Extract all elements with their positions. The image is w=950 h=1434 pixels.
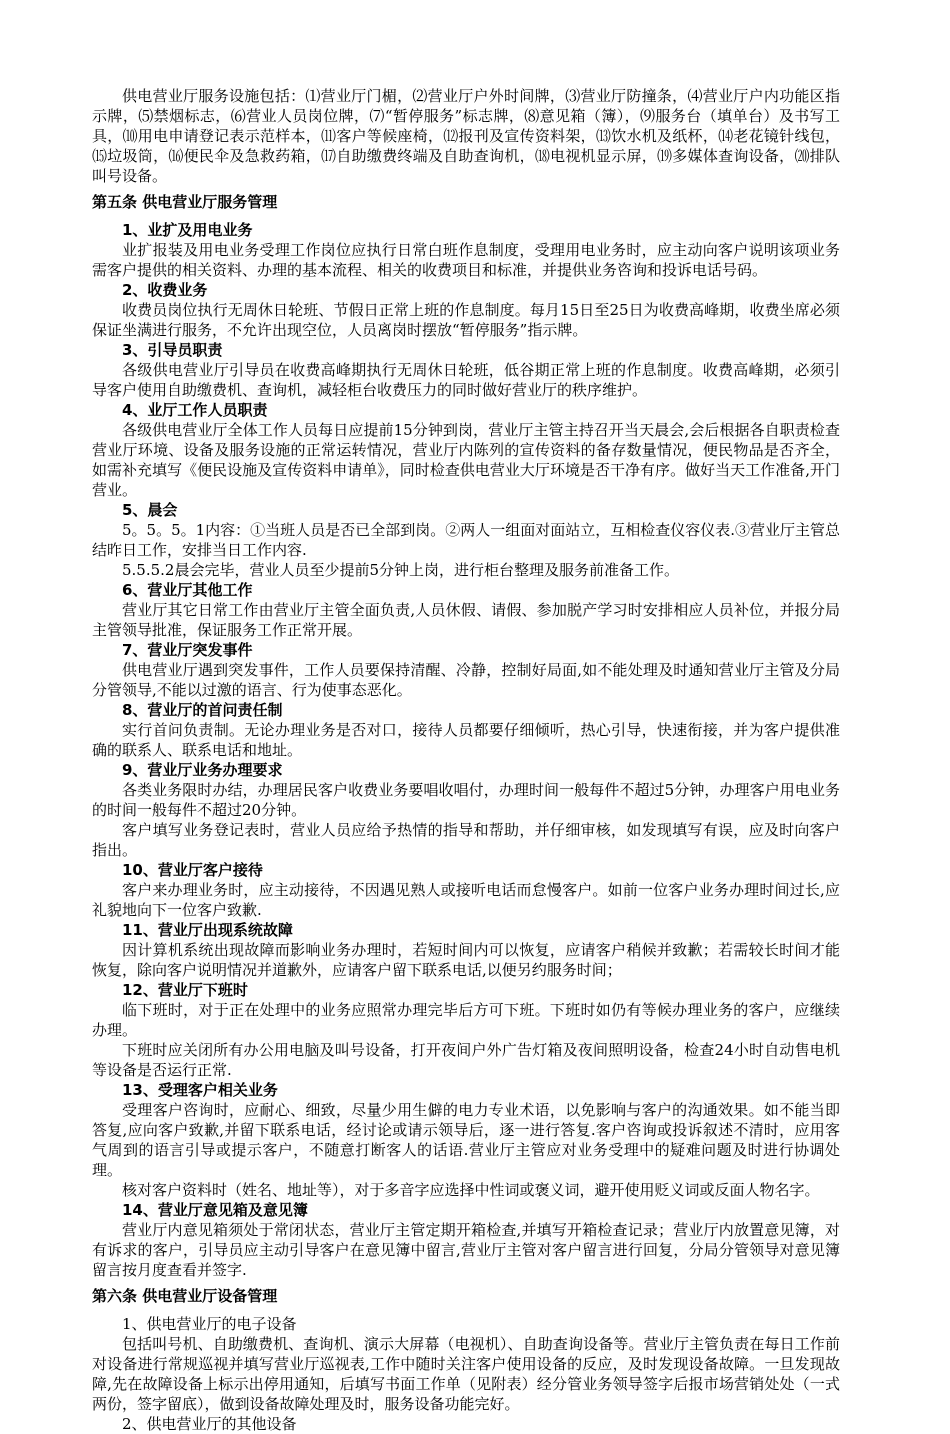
section-5-5-heading: 5、晨会 [122, 501, 178, 519]
section-5-4-paragraph: 各级供电营业厅全体工作人员每日应提前15分钟到岗，营业厅主管主持召开当天晨会,会后根据各自职责检查营业厅环境、设备及服务设施的正常运转情况，营业厅内陈列的宣传资料的备存数量情况，便民物品是否齐全，如需补充填写《便民设施及宣传资料申请单》，同时检查供电营业大厅环境是否干净有序。做好当天工作准备,开门营业。 [92, 421, 840, 499]
section-6-1-heading: 1、供电营业厅的电子设备 [122, 1315, 297, 1333]
section-6-1-paragraph: 包括叫号机、自助缴费机、查询机、演示大屏幕（电视机）、自助查询设备等。营业厅主管负责在每日工作前对设备进行常规巡视并填写营业厅巡视表,工作中随时关注客户使用设备的反应，及时发现设备故障。一旦发现故障,先在故障设备上标示出停用通知，后填写书面工作单（见附表）经分管业务领导签字后报市场营销处处（一式两份，签字留底），做到设备故障处理及时，服务设备功能完好。 [92, 1335, 840, 1413]
section-5-2-heading: 2、收费业务 [122, 281, 208, 299]
article-6-title: 第六条 供电营业厅设备管理 [92, 1287, 278, 1305]
section-5-14-paragraph: 营业厅内意见箱须处于常闭状态，营业厅主管定期开箱检查,并填写开箱检查记录；营业厅内放置意见簿，对有诉求的客户，引导员应主动引导客户在意见簿中留言,营业厅主管对客户留言进行回复，分局分管领导对意见簿留言按月度查看并签字. [92, 1221, 840, 1279]
section-5-5-paragraph-2: 5.5.5.2晨会完毕，营业人员至少提前5分钟上岗，进行柜台整理及服务前准备工作。 [122, 561, 680, 579]
section-5-1-paragraph: 业扩报装及用电业务受理工作岗位应执行日常白班作息制度，受理用电业务时，应主动向客户说明该项业务需客户提供的相关资料、办理的基本流程、相关的收费项目和标准，并提供业务咨询和投诉电话号码。 [92, 241, 840, 279]
section-5-10-paragraph: 客户来办理业务时，应主动接待，不因遇见熟人或接听电话而怠慢客户。如前一位客户业务办理时间过长,应礼貌地向下一位客户致歉. [92, 881, 840, 919]
section-5-12-paragraph-2: 下班时应关闭所有办公用电脑及叫号设备，打开夜间户外广告灯箱及夜间照明设备，检查24小时自动售电机等设备是否运行正常. [92, 1041, 840, 1079]
section-5-5-paragraph-1: 5。5。5。1内容：①当班人员是否已全部到岗。②两人一组面对面站立，互相检查仪容仪表.③营业厅主管总结昨日工作，安排当日工作内容. [92, 521, 840, 559]
section-5-9-paragraph-2: 客户填写业务登记表时，营业人员应给予热情的指导和帮助，并仔细审核，如发现填写有误，应及时向客户指出。 [92, 821, 840, 859]
section-5-12-paragraph-1: 临下班时，对于正在处理中的业务应照常办理完毕后方可下班。下班时如仍有等候办理业务的客户，应继续办理。 [92, 1001, 840, 1039]
section-5-3-paragraph: 各级供电营业厅引导员在收费高峰期执行无周休日轮班，低谷期正常上班的作息制度。收费高峰期，必须引导客户使用自助缴费机、查询机，减轻柜台收费压力的同时做好营业厅的秩序维护。 [92, 361, 840, 399]
section-5-4-heading: 4、业厅工作人员职责 [122, 401, 268, 419]
section-5-8-heading: 8、营业厅的首问责任制 [122, 701, 283, 719]
section-5-6-paragraph: 营业厅其它日常工作由营业厅主管全面负责,人员休假、请假、参加脱产学习时安排相应人员补位，并报分局主管领导批准，保证服务工作正常开展。 [92, 601, 840, 639]
section-5-2-paragraph: 收费员岗位执行无周休日轮班、节假日正常上班的作息制度。每月15日至25日为收费高峰期，收费坐席必须保证坐满进行服务，不允许出现空位，人员离岗时摆放“暂停服务”指示牌。 [92, 301, 840, 339]
section-5-9-paragraph-1: 各类业务限时办结，办理居民客户收费业务要唱收唱付，办理时间一般每件不超过5分钟，办理客户用电业务的时间一般每件不超过20分钟。 [92, 781, 840, 819]
section-5-8-paragraph: 实行首问负责制。无论办理业务是否对口，接待人员都要仔细倾听，热心引导，快速衔接，并为客户提供准确的联系人、联系电话和地址。 [92, 721, 840, 759]
section-5-13-paragraph-1: 受理客户咨询时，应耐心、细致，尽量少用生僻的电力专业术语，以免影响与客户的沟通效果。如不能当即答复,应向客户致歉,并留下联系电话，经讨论或请示领导后，逐一进行答复.客户咨询或投诉叙述不清时，应用客气周到的语言引导或提示客户，不随意打断客人的话语.营业厅主管应对业务受理中的疑难问题及时进行协调处理。 [92, 1101, 840, 1179]
section-5-7-heading: 7、营业厅突发事件 [122, 641, 253, 659]
section-6-2-heading: 2、供电营业厅的其他设备 [122, 1415, 297, 1433]
section-5-13-heading: 13、受理客户相关业务 [122, 1081, 278, 1099]
intro-paragraph: 供电营业厅服务设施包括：⑴营业厅门楣，⑵营业厅户外时间牌，⑶营业厅防撞条，⑷营业厅户内功能区指示牌，⑸禁烟标志，⑹营业人员岗位牌，⑺“暂停服务”标志牌，⑻意见箱（簿），⑼服务台（填单台）及书写工具，⑽用电申请登记表示范样本，⑾客户等候座椅，⑿报刊及宣传资料架，⒀饮水机及纸杯，⒁老花镜针线包，⒂垃圾筒，⒃便民伞及急救药箱，⒄自助缴费终端及自助查询机，⒅电视机显示屏，⒆多媒体查询设备，⒇排队叫号设备。 [92, 87, 840, 185]
section-5-11-heading: 11、营业厅出现系统故障 [122, 921, 293, 939]
section-5-12-heading: 12、营业厅下班时 [122, 981, 248, 999]
section-5-10-heading: 10、营业厅客户接待 [122, 861, 263, 879]
section-5-14-heading: 14、营业厅意见箱及意见簿 [122, 1201, 308, 1219]
section-5-3-heading: 3、引导员职责 [122, 341, 223, 359]
section-5-13-paragraph-2: 核对客户资料时（姓名、地址等），对于多音字应选择中性词或褒义词，避开使用贬义词或反面人物名字。 [122, 1181, 820, 1199]
section-5-11-paragraph: 因计算机系统出现故障而影响业务办理时，若短时间内可以恢复，应请客户稍候并致歉；若需较长时间才能恢复，除向客户说明情况并道歉外，应请客户留下联系电话,以便另约服务时间； [92, 941, 840, 979]
section-5-6-heading: 6、营业厅其他工作 [122, 581, 253, 599]
article-5-title: 第五条 供电营业厅服务管理 [92, 193, 278, 211]
section-5-1-heading: 1、业扩及用电业务 [122, 221, 253, 239]
section-5-7-paragraph: 供电营业厅遇到突发事件，工作人员要保持清醒、冷静，控制好局面,如不能处理及时通知营业厅主管及分局分管领导,不能以过激的语言、行为使事态恶化。 [92, 661, 840, 699]
section-5-9-heading: 9、营业厅业务办理要求 [122, 761, 283, 779]
document-page [92, 86, 840, 1434]
